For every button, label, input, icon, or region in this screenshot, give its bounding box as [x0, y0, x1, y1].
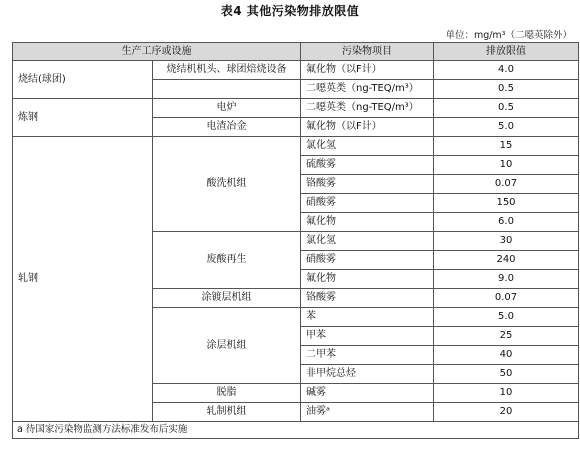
limit-cell: 10	[434, 156, 579, 175]
pollutant-cell: 硝酸雾	[301, 251, 434, 270]
limit-cell: 0.07	[434, 289, 579, 308]
pollutant-cell: 油雾ᵃ	[301, 403, 434, 422]
process-cell: 炼钢	[13, 99, 153, 137]
header-facility: 生产工序或设施	[13, 43, 301, 61]
pollutant-cell: 二甲苯	[301, 346, 434, 365]
pollutant-cell: 二噁英类（ng-TEQ/m³）	[301, 99, 434, 118]
limit-cell: 240	[434, 251, 579, 270]
header-limit: 排放限值	[434, 43, 579, 61]
pollutant-cell: 甲苯	[301, 327, 434, 346]
limit-cell: 4.0	[434, 61, 579, 80]
pollutant-cell: 氟化物（以F计）	[301, 61, 434, 80]
table-title: 表4 其他污染物排放限值	[220, 4, 360, 18]
pollutant-cell: 氯化氢	[301, 137, 434, 156]
facility-cell-empty	[153, 80, 301, 99]
header-pollutant: 污染物项目	[301, 43, 434, 61]
pollutant-cell: 硝酸雾	[301, 194, 434, 213]
emission-limits-table	[12, 42, 579, 439]
unit-note: 单位：mg/m³（二噁英除外）	[445, 30, 572, 41]
process-cell: 烧结(球团)	[13, 61, 153, 99]
limit-cell: 40	[434, 346, 579, 365]
facility-cell: 烧结机机头、球团焙烧设备	[153, 61, 301, 80]
limit-cell: 5.0	[434, 118, 579, 137]
pollutant-cell: 铬酸雾	[301, 175, 434, 194]
pollutant-cell: 苯	[301, 308, 434, 327]
facility-cell: 电炉	[153, 99, 301, 118]
facility-cell: 电渣冶金	[153, 118, 301, 137]
facility-cell: 废酸再生	[153, 232, 301, 289]
table-row	[13, 99, 579, 118]
limit-cell: 6.0	[434, 213, 579, 232]
limit-cell: 9.0	[434, 270, 579, 289]
pollutant-cell: 氟化物	[301, 270, 434, 289]
facility-cell: 涂层机组	[153, 308, 301, 384]
pollutant-cell: 铬酸雾	[301, 289, 434, 308]
pollutant-cell: 氟化物	[301, 213, 434, 232]
facility-cell: 脱脂	[153, 384, 301, 403]
pollutant-cell: 硫酸雾	[301, 156, 434, 175]
limit-cell: 15	[434, 137, 579, 156]
limit-cell: 10	[434, 384, 579, 403]
limit-cell: 30	[434, 232, 579, 251]
limit-cell: 150	[434, 194, 579, 213]
limit-cell: 50	[434, 365, 579, 384]
pollutant-cell: 氯化氢	[301, 232, 434, 251]
facility-cell: 涂镀层机组	[153, 289, 301, 308]
facility-cell: 轧制机组	[153, 403, 301, 422]
limit-cell: 20	[434, 403, 579, 422]
footnote-row	[13, 422, 579, 439]
limit-cell: 25	[434, 327, 579, 346]
limit-cell: 0.5	[434, 99, 579, 118]
table-row	[13, 137, 579, 156]
header-row	[13, 43, 579, 61]
footnote: a 待国家污染物监测方法标准发布后实施	[13, 422, 579, 439]
pollutant-cell: 二噁英类（ng-TEQ/m³）	[301, 80, 434, 99]
table-row	[13, 61, 579, 80]
limit-cell: 0.5	[434, 80, 579, 99]
process-cell: 轧钢	[13, 137, 153, 422]
facility-cell: 酸洗机组	[153, 137, 301, 232]
pollutant-cell: 氟化物（以F计）	[301, 118, 434, 137]
pollutant-cell: 非甲烷总烃	[301, 365, 434, 384]
pollutant-cell: 碱雾	[301, 384, 434, 403]
limit-cell: 5.0	[434, 308, 579, 327]
limit-cell: 0.07	[434, 175, 579, 194]
